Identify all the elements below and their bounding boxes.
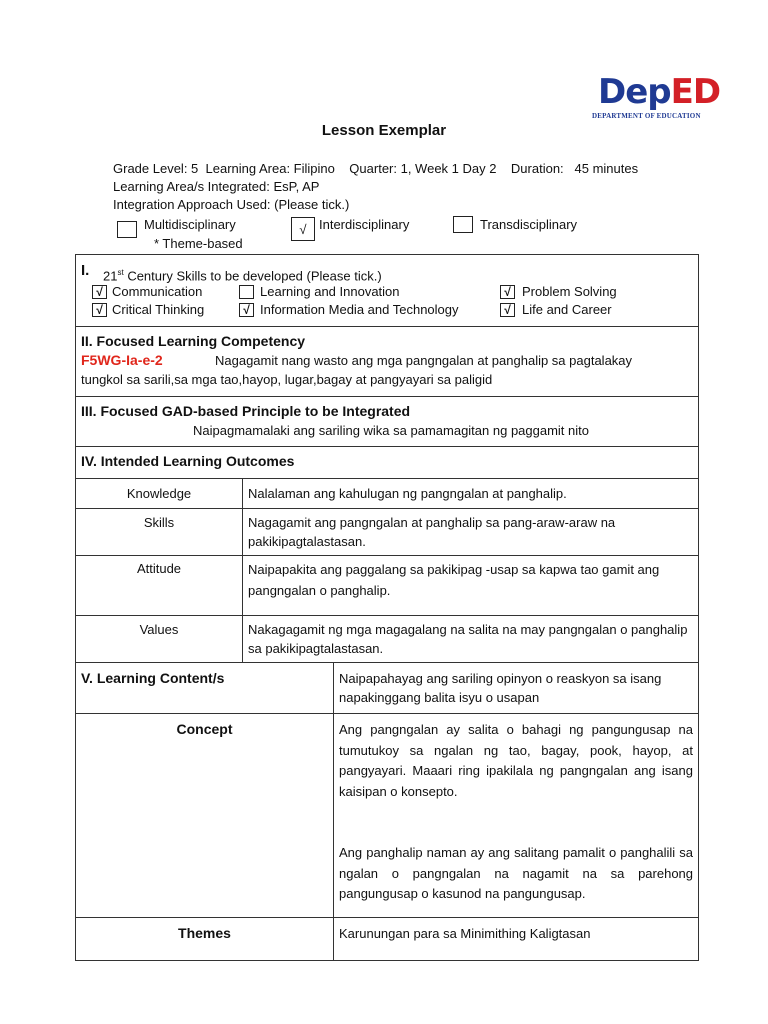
- theme-based-label: * Theme-based: [154, 236, 243, 251]
- competency-code: F5WG-Ia-e-2: [81, 352, 163, 368]
- problem-solving-checkbox[interactable]: √: [500, 285, 515, 299]
- section2-title: II. Focused Learning Competency: [81, 333, 306, 349]
- outcome-text-skills: Nagagamit ang pangngalan at panghalip sa pang-araw-araw na pakikipagtalastasan.: [243, 509, 699, 556]
- section1-title: [103, 263, 382, 285]
- interdisciplinary-checkbox[interactable]: √: [291, 217, 315, 241]
- section1-title-post: Century Skills to be developed (Please tick.): [123, 268, 382, 284]
- outcome-label-knowledge: Knowledge: [76, 479, 243, 509]
- themes-label: Themes: [178, 925, 231, 941]
- life-career-label: Life and Career: [522, 302, 612, 317]
- concept-paragraph-1: Ang pangngalan ay salita o bahagi ng pangungusap na tumutukoy sa ngalan ng tao, bagay, pook, hayop, at pangyayari. Maaari ring ipakilala ng pangngalan ang isang kaisipan o konsepto.: [339, 722, 694, 799]
- outcome-text-values: Nakagagamit ng mga magagalang na salita na may pangngalan o panghalip sa pakikipagtalastasan.: [243, 616, 699, 663]
- logo-subtitle: DEPARTMENT OF EDUCATION: [592, 112, 701, 120]
- section1-title-sup: st: [117, 268, 124, 277]
- outcome-label-skills: Skills: [76, 509, 243, 556]
- page-title: Lesson Exemplar: [321, 122, 447, 139]
- critical-thinking-label: Critical Thinking: [112, 302, 205, 317]
- transdisciplinary-label: Transdisciplinary: [480, 217, 578, 232]
- table-row: [76, 479, 699, 509]
- concept-paragraph-2: Ang panghalip naman ay ang salitang pamalit o panghalili sa ngalan o pangngalan na nagamit na sa parehong pangungusap o kasunod na pangungusap.: [339, 845, 694, 901]
- header-line-integrated: Learning Area/s Integrated: EsP, AP: [113, 179, 320, 194]
- learning-content-text: Naipapahayag ang sariling opinyon o reaskyon sa isang napakinggang balita isyu o usapan: [334, 663, 699, 714]
- section-learning-content: [76, 663, 699, 714]
- critical-thinking-checkbox[interactable]: √: [92, 303, 107, 317]
- multidisciplinary-checkbox[interactable]: [117, 221, 137, 238]
- section3-text: Naipagmamalaki ang sariling wika sa pamamagitan ng paggamit nito: [193, 423, 589, 438]
- outcome-label-attitude: Attitude: [76, 556, 243, 616]
- header-line-approach: Integration Approach Used: (Please tick.): [113, 197, 350, 212]
- logo-ed: ED: [670, 72, 721, 112]
- table-row: [76, 509, 699, 556]
- interdisciplinary-label: Interdisciplinary: [319, 217, 410, 232]
- section-focused-competency: [76, 327, 699, 397]
- life-career-checkbox[interactable]: √: [500, 303, 515, 317]
- header-line-grade: Grade Level: 5 Learning Area: Filipino Quarter: 1, Week 1 Day 2 Duration: 45 minutes: [113, 161, 639, 176]
- section4-title: IV. Intended Learning Outcomes: [81, 453, 295, 469]
- concept-row: [76, 714, 699, 918]
- section1-numeral: I.: [81, 262, 90, 279]
- communication-label: Communication: [112, 284, 203, 299]
- communication-checkbox[interactable]: √: [92, 285, 107, 299]
- themes-row: [76, 918, 699, 961]
- learning-innovation-label: Learning and Innovation: [260, 284, 400, 299]
- competency-text-2: tungkol sa sarili,sa mga tao,hayop, lugar,bagay at pangyayari sa paligid: [81, 372, 493, 387]
- multidisciplinary-label: Multidisciplinary: [144, 217, 236, 232]
- outcome-text-knowledge: Nalalaman ang kahulugan ng pangngalan at panghalip.: [243, 479, 699, 509]
- transdisciplinary-checkbox[interactable]: [453, 216, 473, 233]
- competency-text-1: Nagagamit nang wasto ang mga pangngalan at panghalip sa pagtalakay: [215, 353, 633, 368]
- outcome-text-attitude: Naipapakita ang paggalang sa pakikipag -usap sa kapwa tao gamit ang pangngalan o panghalip.: [243, 556, 699, 616]
- section3-title: III. Focused GAD-based Principle to be Integrated: [81, 403, 411, 419]
- deped-logo: [590, 70, 721, 128]
- themes-text: Karunungan para sa Minimithing Kaligtasan: [334, 918, 699, 961]
- outcome-label-values: Values: [76, 616, 243, 663]
- logo-dep: Dep: [598, 72, 671, 112]
- problem-solving-label: Problem Solving: [522, 284, 617, 299]
- info-media-tech-checkbox[interactable]: √: [239, 303, 254, 317]
- concept-label: Concept: [176, 721, 233, 737]
- table-row: [76, 616, 699, 663]
- section2-competency: [81, 351, 693, 370]
- learning-innovation-checkbox[interactable]: [239, 285, 254, 299]
- logo-wordmark: [598, 72, 720, 112]
- table-row: [76, 556, 699, 616]
- lesson-table: [75, 254, 699, 961]
- section1-title-pre: 21: [103, 268, 118, 284]
- section-gad-principle: [76, 397, 699, 447]
- section-learning-outcomes-header: [76, 447, 699, 479]
- section5-title: V. Learning Content/s: [81, 670, 225, 686]
- info-media-tech-label: Information Media and Technology: [260, 302, 459, 317]
- section-21st-century-skills: [76, 255, 699, 327]
